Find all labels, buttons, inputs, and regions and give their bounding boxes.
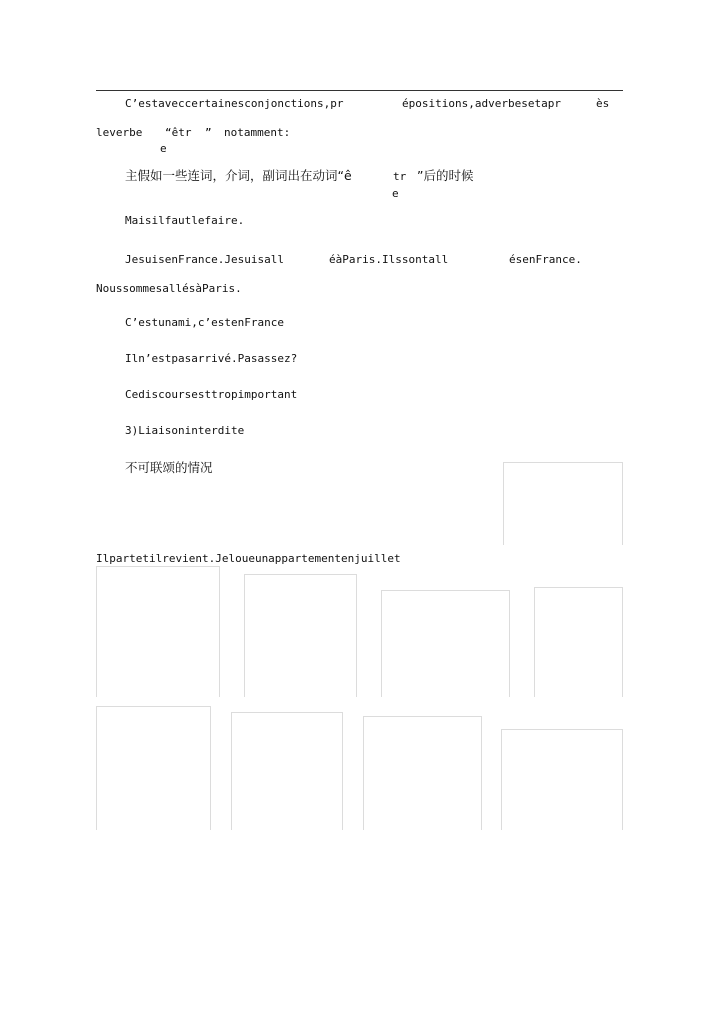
line-10: 3)Liaisoninterdite [125, 424, 245, 437]
line-2-part-b: “êtr [165, 126, 192, 139]
line-8: Iln’estpasarrivé.Pasassez? [125, 352, 298, 365]
line-7: C’estunami,c’estenFrance [125, 316, 284, 329]
line-1-part-a: C’estaveccertainesconjonctions,pr [125, 97, 344, 110]
empty-figure-box [503, 462, 623, 545]
line-12: Ilpartetilrevient.Jeloueunappartementenjuillet [96, 552, 401, 565]
empty-figure-box [244, 574, 357, 697]
line-5-part-b: éàParis.Ilssontall [329, 253, 449, 266]
header-rule [96, 90, 623, 91]
line-1-part-b: épositions,adverbesetapr [402, 97, 561, 110]
empty-figure-box [96, 706, 211, 830]
line-5-part-c: ésenFrance. [509, 253, 582, 266]
line-5-part-a: JesuisenFrance.Jesuisall [125, 253, 284, 266]
line-11: 不可联颂的情况 [125, 460, 213, 475]
line-2-part-a: leverbe [96, 126, 143, 139]
empty-figure-box [381, 590, 510, 697]
line-3-part-b: tr [393, 170, 407, 183]
line-3-part-c: ”后的时候 [417, 168, 474, 183]
empty-figure-box [96, 566, 220, 697]
line-2-part-e: e [160, 142, 167, 155]
empty-figure-box [534, 587, 623, 697]
line-2-part-d: notamment: [224, 126, 291, 139]
line-4: Maisilfautlefaire. [125, 214, 245, 227]
line-2-part-c: ” [205, 126, 212, 139]
empty-figure-box [363, 716, 482, 830]
line-6: NoussommesallésàParis. [96, 282, 242, 295]
line-1-part-c: ès [596, 97, 610, 110]
empty-figure-box [501, 729, 623, 830]
empty-figure-box [231, 712, 343, 830]
line-9: Cediscoursesttropimportant [125, 388, 298, 401]
line-3-part-d: e [392, 187, 399, 200]
line-3-part-a: 主假如一些连词，介词，副词出在动词“ê [125, 168, 352, 183]
